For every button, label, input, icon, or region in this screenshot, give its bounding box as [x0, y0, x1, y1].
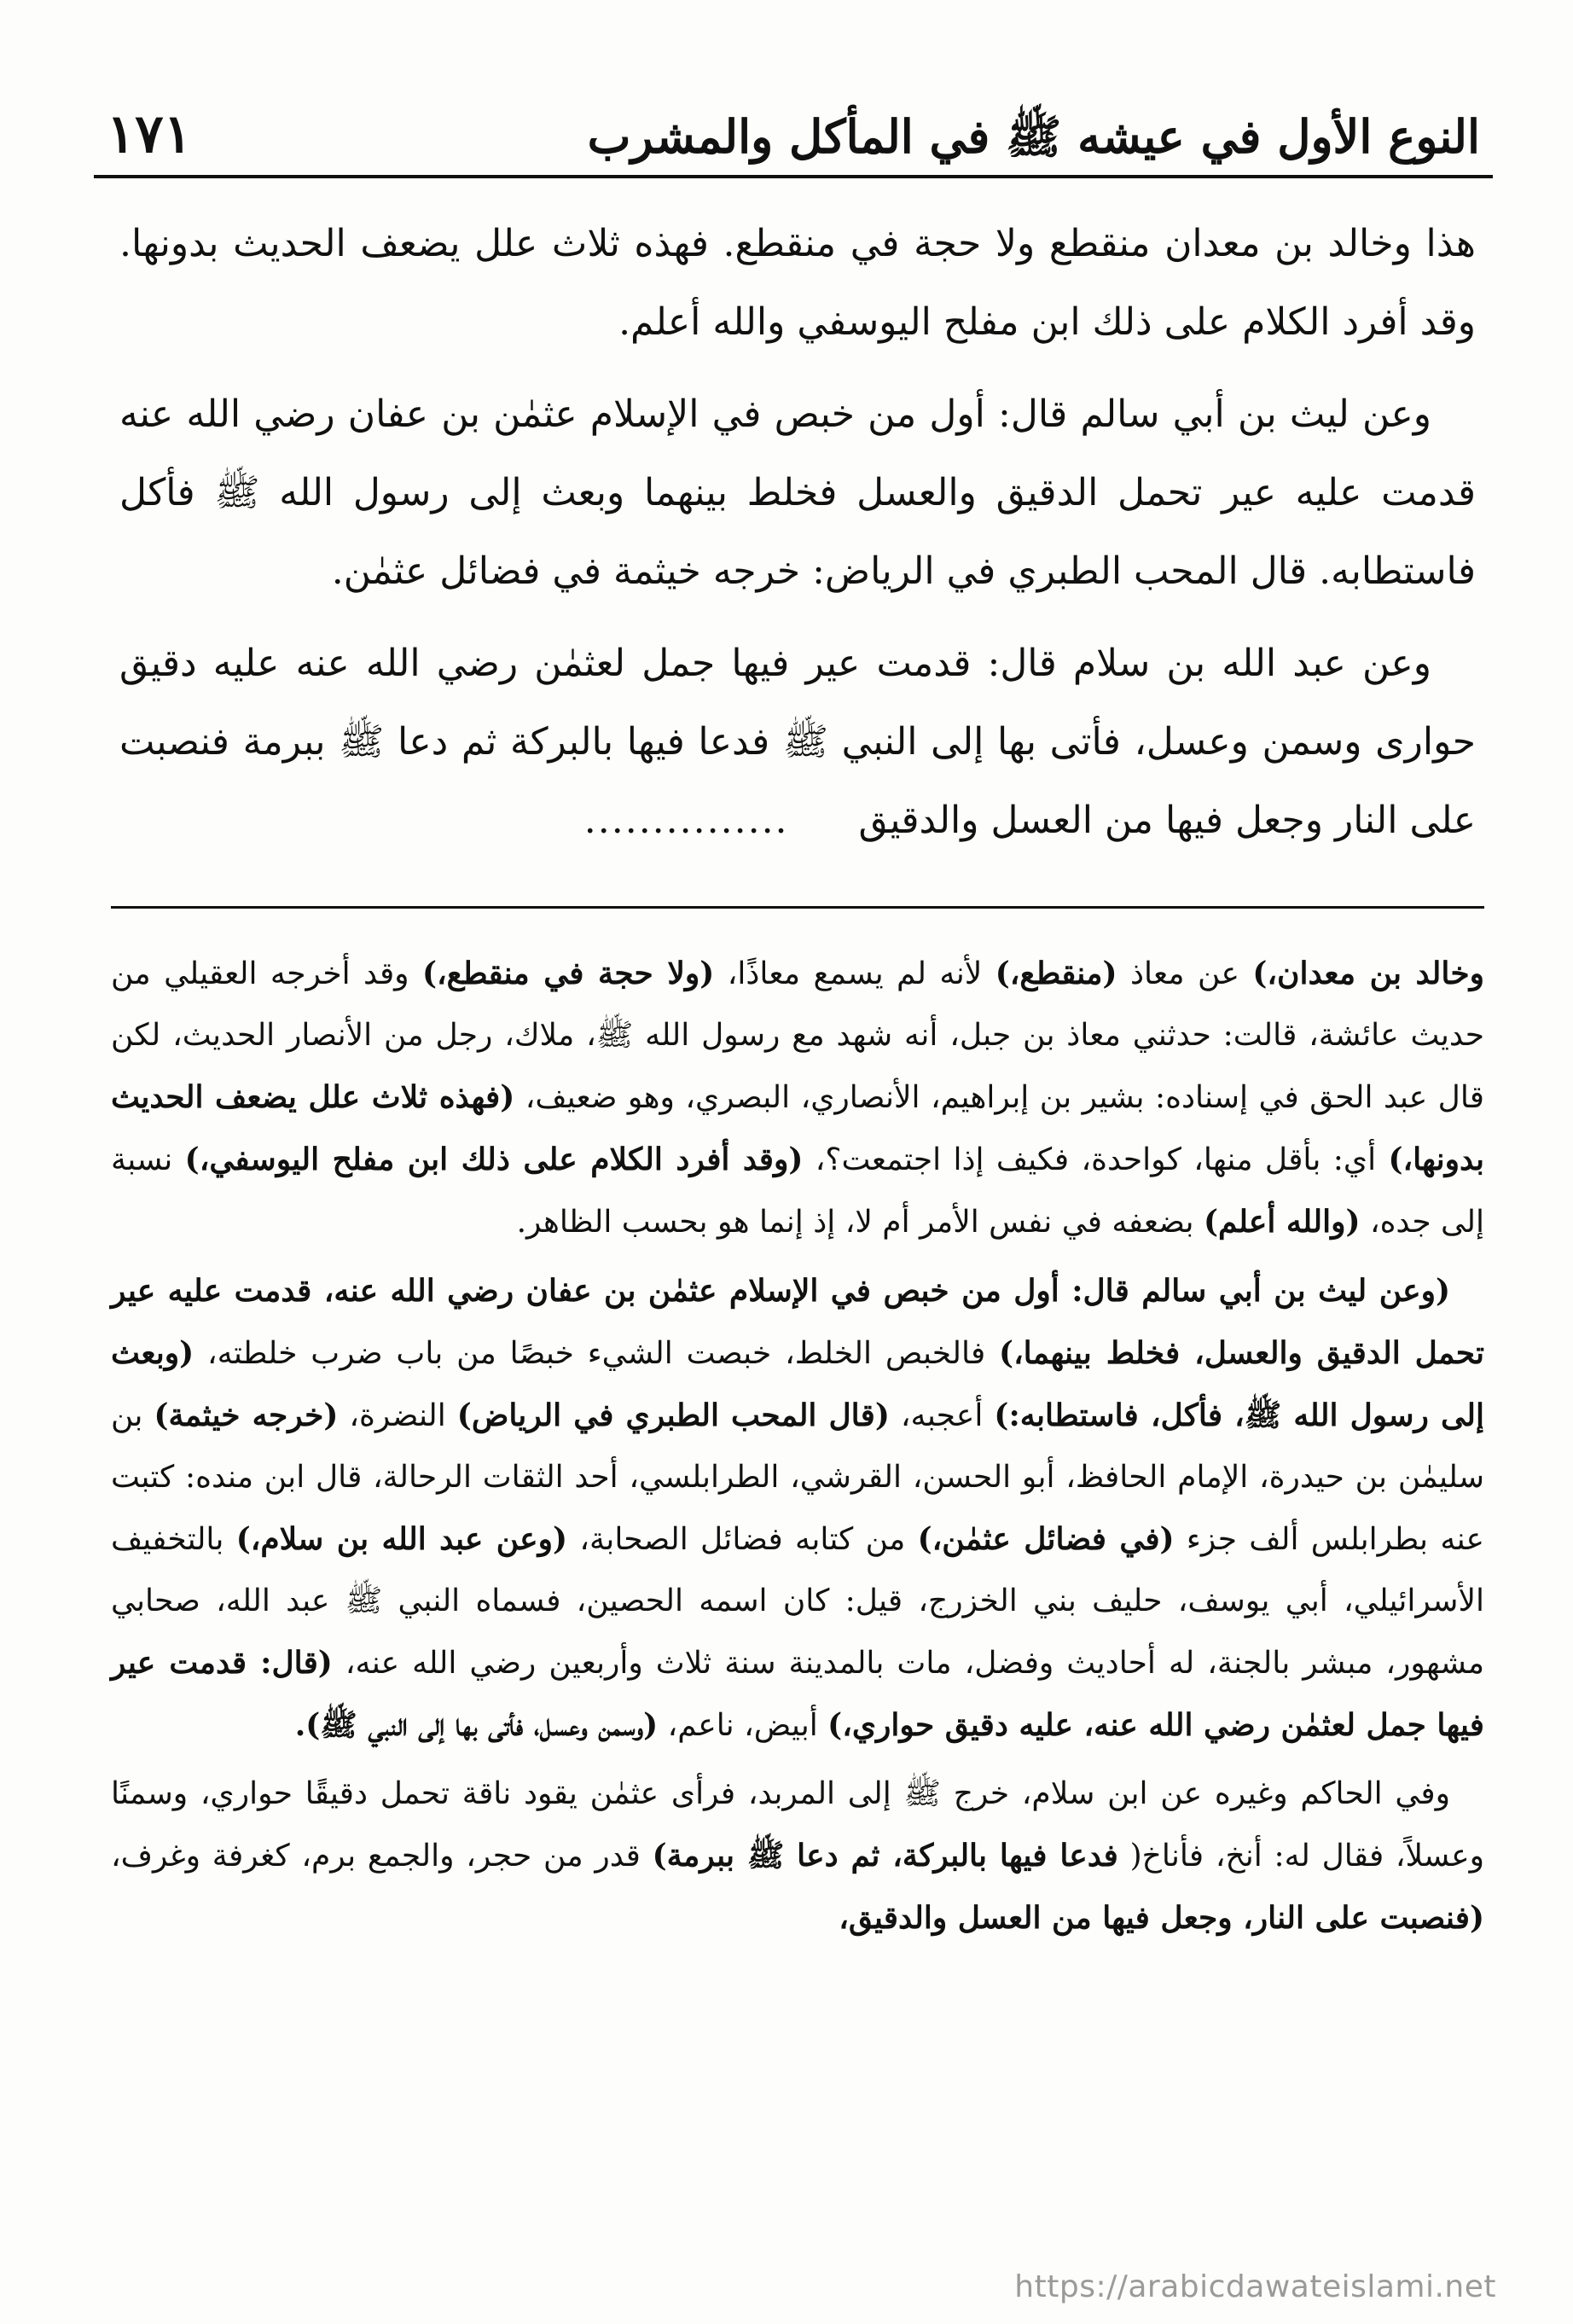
commentary-divider: [111, 906, 1484, 909]
continuation-dots: ...............: [583, 799, 789, 842]
main-paragraph-3: [119, 625, 1476, 860]
quoted-matn-text: (وقد أفرد الكلام على ذلك ابن مفلح اليوسفي،): [184, 1142, 804, 1177]
commentary-paragraph-3: [111, 1763, 1484, 1949]
commentary-text: عن معاذ: [1117, 956, 1253, 991]
quoted-matn-text: (وسمن وعسل، فأتى بها إلى النبي ﷺ).: [294, 1707, 659, 1743]
quoted-matn-text: (وبعث إلى رسول الله ﷺ، فأكل، فاستطابه:): [111, 1335, 1484, 1433]
quoted-matn-text: (وعن عبد الله بن سلام،): [235, 1521, 568, 1557]
commentary-text: قدر من حجر، والجمع برم، كغرفة وغرف،: [111, 1839, 653, 1874]
main-paragraph-3-text: وعن عبد الله بن سلام قال: قدمت عير فيها جمل لعثمٰن رضي الله عنه عليه دقيق حوارى وسمن وعسل، فأتى بها إلى النبي ﷺ فدعا فيها بالبركة ثم دعا ﷺ ببرمة فنصبت على النار وجعل فيها من العسل والدقيق: [119, 642, 1476, 842]
commentary-text: بن سليمٰن بن حيدرة، الإمام الحافظ، أبو الحسن، القرشي، الطرابلسي، أحد الثقات الرحالة، قال ابن منده: كتبت عنه بطرابلس ألف جزء: [111, 1398, 1485, 1557]
quoted-matn-text: (ولا حجة في منقطع،): [422, 956, 715, 991]
commentary-text: لأنه لم يسمع معاذًا،: [714, 956, 995, 991]
quoted-matn-text: (وعن ليث بن أبي سالم قال: أول من خبص في الإسلام عثمٰن بن عفان رضي الله عنه، قدمت عليه عير تحمل الدقيق والعسل، فخلط بينهما،): [111, 1273, 1485, 1371]
page-number: ١٧١: [107, 102, 192, 165]
commentary-text: أبيض، ناعم،: [658, 1708, 828, 1743]
quoted-matn-text: (قال المحب الطبري في الرياض): [456, 1397, 890, 1433]
commentary-text: نسبة إلى جده،: [111, 1142, 1484, 1240]
commentary-text: وفي الحاكم وغيره عن ابن سلام، خرج ﷺ إلى المربد، فرأى عثمٰن يقود ناقة تحمل دقيقًا حواري، وسمنًا وعسلاً، فقال له: أنخ، فأناخ(: [111, 1776, 1484, 1874]
main-paragraph-1: هذا وخالد بن معدان منقطع ولا حجة في منقطع. فهذه ثلاث علل يضعف الحديث بدونها. وقد أفرد الكلام على ذلك ابن مفلح اليوسفي والله أعلم.: [119, 222, 1476, 344]
running-header: [107, 94, 1480, 179]
quoted-matn-text: (في فضائل عثمٰن،): [917, 1521, 1175, 1557]
quoted-matn-text: وخالد بن معدان،): [1252, 956, 1485, 991]
quoted-matn-text: (خرجه خيثمة): [154, 1397, 339, 1433]
main-paragraph-2: وعن ليث بن أبي سالم قال: أول من خبص في الإسلام عثمٰن بن عفان رضي الله عنه قدمت عليه عير تحمل الدقيق والعسل فخلط بينهما وبعث إلى رسول الله ﷺ فأكل فاستطابه. قال المحب الطبري في الرياض: خرجه خيثمة في فضائل عثمٰن.: [119, 392, 1476, 593]
commentary-text: أي: بأقل منها، كواحدة، فكيف إذا اجتمعت؟،: [803, 1142, 1389, 1177]
commentary-text: من كتابه فضائل الصحابة،: [567, 1522, 918, 1557]
commentary-paragraph-1: [111, 943, 1484, 1253]
commentary-text: فالخبص الخلط، خبصت الشيء خبصًا من باب ضرب خلطته،: [194, 1336, 1000, 1371]
commentary: [111, 943, 1484, 1956]
commentary-text: النضرة،: [338, 1398, 457, 1433]
commentary-text: أعجبه،: [889, 1398, 995, 1433]
header-rule: [94, 175, 1493, 178]
quoted-matn-text: (منقطع،): [995, 956, 1117, 991]
quoted-matn-text: (قال: قدمت عير فيها جمل لعثمٰن رضي الله عنه، عليه دقيق حواري،): [111, 1645, 1484, 1743]
quoted-matn-text: فدعا فيها بالبركة، ثم دعا ﷺ ببرمة): [652, 1838, 1118, 1874]
commentary-paragraph-2: [111, 1260, 1484, 1757]
commentary-text: بضعفه في نفس الأمر أم لا، إذ إنما هو بحسب الظاهر.: [516, 1205, 1204, 1240]
quoted-matn-text: (فهذه ثلاث علل يضعف الحديث بدونها،): [111, 1079, 1484, 1177]
quoted-matn-text: (فنصبت على النار، وجعل فيها من العسل والدقيق،: [839, 1900, 1484, 1936]
watermark-url: https://arabicdawateislami.net: [1014, 2269, 1496, 2304]
chapter-title: النوع الأول في عيشه ﷺ في المأكل والمشرب: [587, 109, 1480, 164]
commentary-text: بالتخفيف الأسرائيلي، أبي يوسف، حليف بني الخزرج، قيل: كان اسمه الحصين، فسماه النبي ﷺ عبد الله، صحابي مشهور، مبشر بالجنة، له أحاديث وفضل، مات بالمدينة سنة ثلاث وأربعين رضي الله عنه،: [111, 1522, 1484, 1681]
main-text: [119, 205, 1476, 874]
quoted-matn-text: (والله أعلم): [1203, 1204, 1361, 1240]
commentary-text: وقد أخرجه العقيلي من حديث عائشة، قالت: حدثني معاذ بن جبل، أنه شهد مع رسول الله ﷺ، ملاك، رجل من الأنصار الحديث، لكن قال عبد الحق في إسناده: بشير بن إبراهيم، الأنصاري، البصري، وهو ضعيف،: [111, 956, 1484, 1115]
